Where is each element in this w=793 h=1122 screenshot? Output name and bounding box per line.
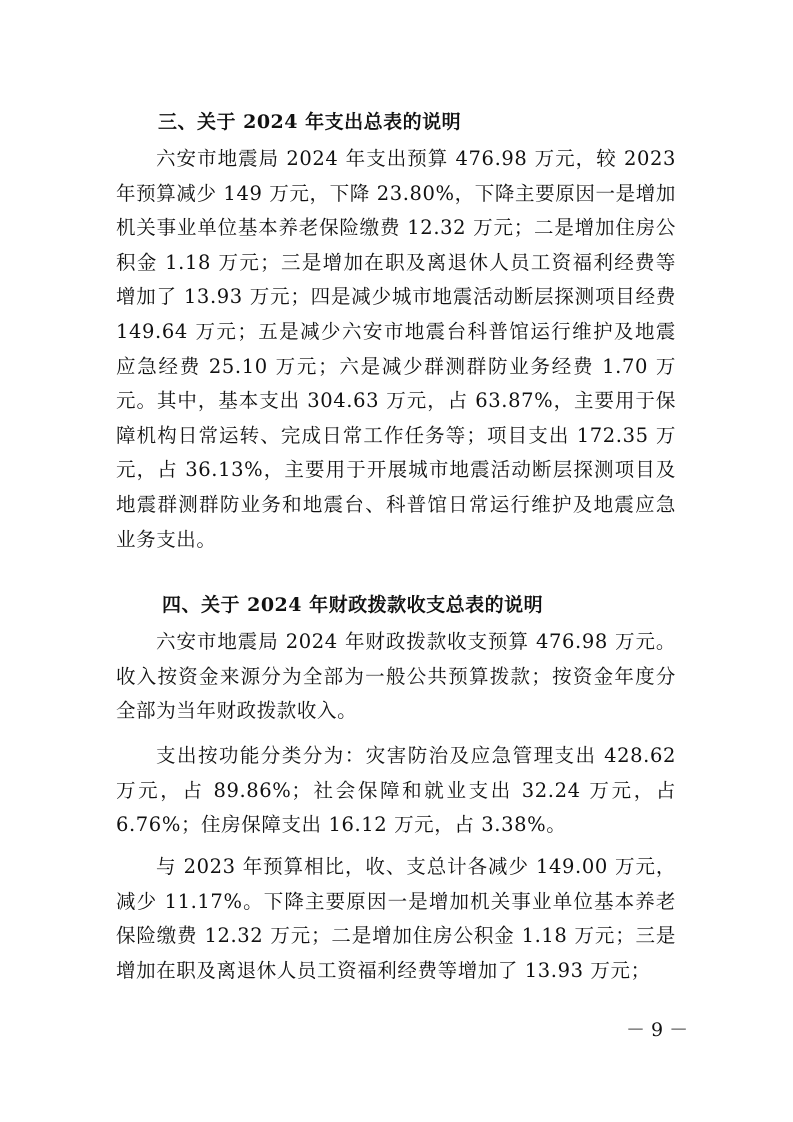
- page-number: － 9 －: [626, 1019, 689, 1041]
- section-4-paragraph-3: 与 2023 年预算相比，收、支总计各减少 149.00 万元，减少 11.17%。下降主要原因一是增加机关事业单位基本养老保险缴费 12.32 万元；二是增加住房公积金 1.18 万元；三是增加在职及离退休人员工资福利经费等增加了 13.93 万元；: [116, 855, 676, 982]
- section-3-paragraph-1: 六安市地震局 2024 年支出预算 476.98 万元，较 2023 年预算减少 149 万元，下降 23.80%，下降主要原因一是增加机关事业单位基本养老保险缴费 12.32 万元；二是增加住房公积金 1.18 万元；三是增加在职及离退休人员工资福利经费等增加了 13.93 万元；四是减少城市地震活动断层探测项目经费 149.64 万元；五是减少六安市地震台科普馆运行维护及地震应急经费 25.10 万元；六是减少群测群防业务经费 1.70 万元。其中，基本支出 304.63 万元，占 63.87%，主要用于保障机构日常运转、完成日常工作任务等；项目支出 172.35 万元，占 36.13%，主要用于开展城市地震活动断层探测项目及地震群测群防业务和地震台、科普馆日常运行维护及地震应急业务支出。: [116, 147, 676, 551]
- section-4-heading: 四、关于 2024 年财政拨款收支总表的说明: [162, 594, 544, 616]
- section-3-heading: 三、关于 2024 年支出总表的说明: [158, 111, 462, 133]
- section-4-paragraph-1: 六安市地震局 2024 年财政拨款收支预算 476.98 万元。收入按资金来源分为全部为一般公共预算拨款；按资金年度分全部为当年财政拨款收入。: [116, 630, 676, 723]
- section-4-paragraph-2: 支出按功能分类分为：灾害防治及应急管理支出 428.62 万元，占 89.86%；社会保障和就业支出 32.24 万元，占 6.76%；住房保障支出 16.12 万元，占 3.38%。: [116, 744, 676, 837]
